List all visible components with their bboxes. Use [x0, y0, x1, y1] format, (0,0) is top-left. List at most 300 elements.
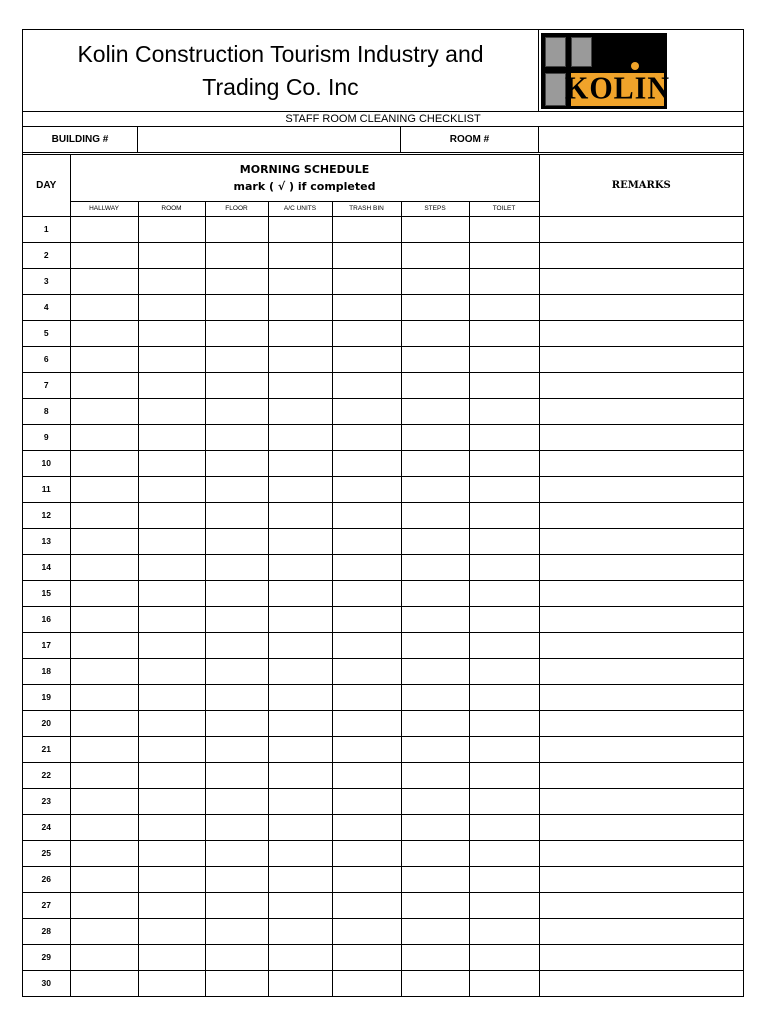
check-cell-steps[interactable] [401, 606, 469, 632]
remarks-cell[interactable] [539, 684, 743, 710]
check-cell-room[interactable] [138, 892, 205, 918]
table-row [23, 216, 743, 242]
check-cell-floor[interactable] [205, 580, 268, 606]
check-cell-trash-bin[interactable] [332, 424, 401, 450]
day-number: 14 [23, 554, 70, 580]
remarks-cell[interactable] [539, 788, 743, 814]
check-cell-floor[interactable] [205, 736, 268, 762]
check-cell-trash-bin[interactable] [332, 970, 401, 996]
remarks-cell[interactable] [539, 658, 743, 684]
check-cell-room[interactable] [138, 476, 205, 502]
check-cell-room[interactable] [138, 398, 205, 424]
table-row [23, 970, 743, 996]
day-number: 28 [23, 918, 70, 944]
check-cell-a-c-units[interactable] [268, 892, 332, 918]
check-cell-a-c-units[interactable] [268, 554, 332, 580]
check-cell-toilet[interactable] [469, 294, 539, 320]
column-header-steps: STEPS [401, 201, 469, 216]
check-cell-room[interactable] [138, 788, 205, 814]
check-cell-room[interactable] [138, 216, 205, 242]
check-cell-trash-bin[interactable] [332, 918, 401, 944]
check-cell-floor[interactable] [205, 788, 268, 814]
table-row [23, 788, 743, 814]
check-cell-hallway[interactable] [70, 320, 138, 346]
day-number: 16 [23, 606, 70, 632]
check-cell-floor[interactable] [205, 554, 268, 580]
check-cell-trash-bin[interactable] [332, 580, 401, 606]
remarks-cell[interactable] [539, 216, 743, 242]
remarks-cell[interactable] [539, 632, 743, 658]
check-cell-a-c-units[interactable] [268, 346, 332, 372]
table-row [23, 736, 743, 762]
check-cell-steps[interactable] [401, 554, 469, 580]
check-cell-a-c-units[interactable] [268, 528, 332, 554]
table-row [23, 866, 743, 892]
check-cell-a-c-units[interactable] [268, 944, 332, 970]
remarks-cell[interactable] [539, 840, 743, 866]
check-cell-trash-bin[interactable] [332, 944, 401, 970]
check-cell-trash-bin[interactable] [332, 216, 401, 242]
day-number: 11 [23, 476, 70, 502]
check-cell-steps[interactable] [401, 346, 469, 372]
check-cell-trash-bin[interactable] [332, 372, 401, 398]
check-cell-room[interactable] [138, 918, 205, 944]
check-cell-trash-bin[interactable] [332, 762, 401, 788]
check-cell-a-c-units[interactable] [268, 242, 332, 268]
check-cell-trash-bin[interactable] [332, 632, 401, 658]
check-cell-hallway[interactable] [70, 398, 138, 424]
form-header [23, 30, 743, 112]
table-row [23, 554, 743, 580]
remarks-cell[interactable] [539, 710, 743, 736]
check-cell-steps[interactable] [401, 476, 469, 502]
check-cell-trash-bin[interactable] [332, 814, 401, 840]
day-number: 30 [23, 970, 70, 996]
check-cell-room[interactable] [138, 346, 205, 372]
table-row [23, 580, 743, 606]
table-row [23, 268, 743, 294]
remarks-cell[interactable] [539, 320, 743, 346]
check-cell-a-c-units[interactable] [268, 632, 332, 658]
check-cell-trash-bin[interactable] [332, 502, 401, 528]
room-field[interactable] [539, 127, 743, 152]
check-cell-hallway[interactable] [70, 710, 138, 736]
table-row [23, 502, 743, 528]
check-cell-steps[interactable] [401, 918, 469, 944]
check-cell-trash-bin[interactable] [332, 710, 401, 736]
check-cell-hallway[interactable] [70, 684, 138, 710]
check-cell-hallway[interactable] [70, 424, 138, 450]
check-cell-toilet[interactable] [469, 502, 539, 528]
check-cell-hallway[interactable] [70, 944, 138, 970]
check-cell-steps[interactable] [401, 372, 469, 398]
check-cell-floor[interactable] [205, 944, 268, 970]
table-row [23, 840, 743, 866]
check-cell-floor[interactable] [205, 606, 268, 632]
check-cell-a-c-units[interactable] [268, 788, 332, 814]
check-cell-trash-bin[interactable] [332, 476, 401, 502]
check-cell-a-c-units[interactable] [268, 580, 332, 606]
check-cell-room[interactable] [138, 424, 205, 450]
check-cell-toilet[interactable] [469, 450, 539, 476]
check-cell-floor[interactable] [205, 762, 268, 788]
check-cell-room[interactable] [138, 268, 205, 294]
check-cell-toilet[interactable] [469, 970, 539, 996]
remarks-cell[interactable] [539, 450, 743, 476]
kolin-logo [541, 33, 671, 109]
check-cell-a-c-units[interactable] [268, 450, 332, 476]
check-cell-hallway[interactable] [70, 866, 138, 892]
check-cell-hallway[interactable] [70, 268, 138, 294]
check-cell-toilet[interactable] [469, 216, 539, 242]
check-cell-toilet[interactable] [469, 320, 539, 346]
column-header-trash-bin: TRASH BIN [332, 201, 401, 216]
check-cell-a-c-units[interactable] [268, 216, 332, 242]
check-cell-room[interactable] [138, 710, 205, 736]
check-cell-toilet[interactable] [469, 476, 539, 502]
check-cell-a-c-units[interactable] [268, 840, 332, 866]
check-cell-toilet[interactable] [469, 710, 539, 736]
check-cell-steps[interactable] [401, 216, 469, 242]
check-cell-hallway[interactable] [70, 736, 138, 762]
check-cell-room[interactable] [138, 372, 205, 398]
check-cell-toilet[interactable] [469, 736, 539, 762]
table-row [23, 476, 743, 502]
check-cell-hallway[interactable] [70, 450, 138, 476]
check-cell-trash-bin[interactable] [332, 398, 401, 424]
check-cell-steps[interactable] [401, 502, 469, 528]
check-cell-trash-bin[interactable] [332, 684, 401, 710]
remarks-cell[interactable] [539, 814, 743, 840]
check-cell-hallway[interactable] [70, 294, 138, 320]
check-cell-floor[interactable] [205, 684, 268, 710]
check-cell-toilet[interactable] [469, 372, 539, 398]
check-cell-floor[interactable] [205, 476, 268, 502]
check-cell-trash-bin[interactable] [332, 658, 401, 684]
check-cell-trash-bin[interactable] [332, 268, 401, 294]
table-row [23, 762, 743, 788]
check-cell-trash-bin[interactable] [332, 866, 401, 892]
day-number: 23 [23, 788, 70, 814]
check-cell-floor[interactable] [205, 710, 268, 736]
check-cell-hallway[interactable] [70, 580, 138, 606]
check-cell-toilet[interactable] [469, 580, 539, 606]
check-cell-room[interactable] [138, 866, 205, 892]
check-cell-room[interactable] [138, 736, 205, 762]
check-cell-floor[interactable] [205, 918, 268, 944]
remarks-cell[interactable] [539, 346, 743, 372]
table-row [23, 944, 743, 970]
check-cell-toilet[interactable] [469, 424, 539, 450]
check-cell-trash-bin[interactable] [332, 320, 401, 346]
check-cell-hallway[interactable] [70, 216, 138, 242]
check-cell-a-c-units[interactable] [268, 866, 332, 892]
check-cell-trash-bin[interactable] [332, 788, 401, 814]
check-cell-hallway[interactable] [70, 840, 138, 866]
logo-wordmark: KOLIN [564, 71, 671, 106]
check-cell-steps[interactable] [401, 528, 469, 554]
logo-cell [539, 30, 743, 111]
check-cell-steps[interactable] [401, 892, 469, 918]
check-cell-trash-bin[interactable] [332, 736, 401, 762]
table-row [23, 294, 743, 320]
form-title: STAFF ROOM CLEANING CHECKLIST [23, 112, 743, 127]
check-cell-a-c-units[interactable] [268, 710, 332, 736]
check-cell-floor[interactable] [205, 294, 268, 320]
check-cell-steps[interactable] [401, 840, 469, 866]
check-cell-a-c-units[interactable] [268, 814, 332, 840]
remarks-cell[interactable] [539, 476, 743, 502]
check-cell-room[interactable] [138, 554, 205, 580]
table-row [23, 398, 743, 424]
check-cell-hallway[interactable] [70, 242, 138, 268]
check-cell-trash-bin[interactable] [332, 554, 401, 580]
day-number: 20 [23, 710, 70, 736]
check-cell-a-c-units[interactable] [268, 736, 332, 762]
check-cell-hallway[interactable] [70, 476, 138, 502]
check-cell-room[interactable] [138, 528, 205, 554]
table-row [23, 814, 743, 840]
check-cell-a-c-units[interactable] [268, 476, 332, 502]
check-cell-floor[interactable] [205, 268, 268, 294]
check-cell-steps[interactable] [401, 684, 469, 710]
check-cell-steps[interactable] [401, 866, 469, 892]
check-cell-a-c-units[interactable] [268, 424, 332, 450]
check-cell-floor[interactable] [205, 892, 268, 918]
table-row [23, 346, 743, 372]
check-cell-toilet[interactable] [469, 606, 539, 632]
check-cell-floor[interactable] [205, 242, 268, 268]
check-cell-room[interactable] [138, 450, 205, 476]
remarks-cell[interactable] [539, 294, 743, 320]
day-number: 3 [23, 268, 70, 294]
remarks-cell[interactable] [539, 918, 743, 944]
check-cell-toilet[interactable] [469, 944, 539, 970]
schedule-instruction: mark ( √ ) if completed [233, 179, 376, 193]
check-cell-hallway[interactable] [70, 606, 138, 632]
column-header-floor: FLOOR [205, 201, 268, 216]
check-cell-trash-bin[interactable] [332, 294, 401, 320]
check-cell-trash-bin[interactable] [332, 606, 401, 632]
check-cell-hallway[interactable] [70, 554, 138, 580]
check-cell-floor[interactable] [205, 632, 268, 658]
check-cell-steps[interactable] [401, 450, 469, 476]
check-cell-trash-bin[interactable] [332, 528, 401, 554]
remarks-cell[interactable] [539, 970, 743, 996]
check-cell-a-c-units[interactable] [268, 372, 332, 398]
check-cell-hallway[interactable] [70, 346, 138, 372]
remarks-cell[interactable] [539, 528, 743, 554]
check-cell-trash-bin[interactable] [332, 840, 401, 866]
check-cell-hallway[interactable] [70, 918, 138, 944]
table-row [23, 242, 743, 268]
check-cell-a-c-units[interactable] [268, 762, 332, 788]
check-cell-toilet[interactable] [469, 346, 539, 372]
check-cell-room[interactable] [138, 762, 205, 788]
check-cell-floor[interactable] [205, 970, 268, 996]
check-cell-steps[interactable] [401, 788, 469, 814]
check-cell-hallway[interactable] [70, 970, 138, 996]
check-cell-floor[interactable] [205, 866, 268, 892]
check-cell-floor[interactable] [205, 502, 268, 528]
check-cell-steps[interactable] [401, 632, 469, 658]
check-cell-room[interactable] [138, 502, 205, 528]
check-cell-steps[interactable] [401, 736, 469, 762]
logo-square-bottom-left [545, 73, 566, 106]
table-row [23, 372, 743, 398]
check-cell-floor[interactable] [205, 346, 268, 372]
check-cell-steps[interactable] [401, 814, 469, 840]
check-cell-hallway[interactable] [70, 528, 138, 554]
check-cell-floor[interactable] [205, 814, 268, 840]
check-cell-trash-bin[interactable] [332, 450, 401, 476]
check-cell-hallway[interactable] [70, 762, 138, 788]
day-number: 6 [23, 346, 70, 372]
check-cell-hallway[interactable] [70, 814, 138, 840]
check-cell-toilet[interactable] [469, 268, 539, 294]
check-cell-steps[interactable] [401, 710, 469, 736]
check-cell-a-c-units[interactable] [268, 606, 332, 632]
check-cell-steps[interactable] [401, 242, 469, 268]
check-cell-a-c-units[interactable] [268, 970, 332, 996]
check-cell-floor[interactable] [205, 658, 268, 684]
check-cell-hallway[interactable] [70, 788, 138, 814]
check-cell-a-c-units[interactable] [268, 502, 332, 528]
check-cell-toilet[interactable] [469, 658, 539, 684]
company-name-cell [23, 30, 539, 111]
check-cell-room[interactable] [138, 294, 205, 320]
building-label: BUILDING # [23, 127, 138, 152]
check-cell-trash-bin[interactable] [332, 892, 401, 918]
check-cell-hallway[interactable] [70, 892, 138, 918]
check-cell-room[interactable] [138, 242, 205, 268]
check-cell-steps[interactable] [401, 398, 469, 424]
company-name: Kolin Construction Tourism Industry and Trading Co. Inc [77, 40, 484, 100]
check-cell-toilet[interactable] [469, 892, 539, 918]
room-label: ROOM # [401, 127, 539, 152]
check-cell-room[interactable] [138, 944, 205, 970]
check-cell-steps[interactable] [401, 580, 469, 606]
check-cell-room[interactable] [138, 632, 205, 658]
check-cell-steps[interactable] [401, 658, 469, 684]
day-number: 2 [23, 242, 70, 268]
check-cell-trash-bin[interactable] [332, 242, 401, 268]
check-cell-toilet[interactable] [469, 554, 539, 580]
day-number: 19 [23, 684, 70, 710]
check-cell-steps[interactable] [401, 320, 469, 346]
day-number: 10 [23, 450, 70, 476]
check-cell-room[interactable] [138, 684, 205, 710]
logo-dot [631, 62, 639, 70]
remarks-cell[interactable] [539, 372, 743, 398]
building-field[interactable] [138, 127, 401, 152]
check-cell-room[interactable] [138, 814, 205, 840]
check-cell-toilet[interactable] [469, 840, 539, 866]
schedule-title: MORNING SCHEDULE [239, 162, 370, 176]
check-cell-a-c-units[interactable] [268, 268, 332, 294]
check-cell-a-c-units[interactable] [268, 294, 332, 320]
check-cell-steps[interactable] [401, 424, 469, 450]
check-cell-toilet[interactable] [469, 788, 539, 814]
remarks-cell[interactable] [539, 242, 743, 268]
remarks-cell[interactable] [539, 606, 743, 632]
check-cell-floor[interactable] [205, 216, 268, 242]
check-cell-toilet[interactable] [469, 398, 539, 424]
remarks-cell[interactable] [539, 502, 743, 528]
day-number: 21 [23, 736, 70, 762]
check-cell-steps[interactable] [401, 970, 469, 996]
day-number: 13 [23, 528, 70, 554]
check-cell-room[interactable] [138, 970, 205, 996]
check-cell-steps[interactable] [401, 762, 469, 788]
table-row [23, 320, 743, 346]
table-row [23, 918, 743, 944]
check-cell-toilet[interactable] [469, 918, 539, 944]
day-number: 5 [23, 320, 70, 346]
check-cell-room[interactable] [138, 320, 205, 346]
check-cell-room[interactable] [138, 658, 205, 684]
remarks-cell[interactable] [539, 554, 743, 580]
remarks-cell[interactable] [539, 736, 743, 762]
check-cell-room[interactable] [138, 840, 205, 866]
check-cell-hallway[interactable] [70, 632, 138, 658]
check-cell-a-c-units[interactable] [268, 918, 332, 944]
check-cell-hallway[interactable] [70, 502, 138, 528]
check-cell-steps[interactable] [401, 268, 469, 294]
check-cell-floor[interactable] [205, 424, 268, 450]
day-number: 29 [23, 944, 70, 970]
check-cell-hallway[interactable] [70, 658, 138, 684]
remarks-cell[interactable] [539, 398, 743, 424]
remarks-cell[interactable] [539, 424, 743, 450]
check-cell-toilet[interactable] [469, 814, 539, 840]
check-cell-steps[interactable] [401, 294, 469, 320]
column-header-room: ROOM [138, 201, 205, 216]
check-cell-floor[interactable] [205, 372, 268, 398]
check-cell-floor[interactable] [205, 840, 268, 866]
remarks-cell[interactable] [539, 762, 743, 788]
check-cell-toilet[interactable] [469, 762, 539, 788]
check-cell-room[interactable] [138, 606, 205, 632]
remarks-cell[interactable] [539, 866, 743, 892]
check-cell-trash-bin[interactable] [332, 346, 401, 372]
building-room-row [23, 127, 743, 155]
check-cell-toilet[interactable] [469, 632, 539, 658]
check-cell-floor[interactable] [205, 320, 268, 346]
check-cell-a-c-units[interactable] [268, 658, 332, 684]
remarks-cell[interactable] [539, 268, 743, 294]
check-cell-room[interactable] [138, 580, 205, 606]
check-cell-toilet[interactable] [469, 242, 539, 268]
check-cell-toilet[interactable] [469, 866, 539, 892]
check-cell-toilet[interactable] [469, 528, 539, 554]
check-cell-a-c-units[interactable] [268, 684, 332, 710]
check-cell-toilet[interactable] [469, 684, 539, 710]
check-cell-a-c-units[interactable] [268, 398, 332, 424]
remarks-cell[interactable] [539, 944, 743, 970]
check-cell-hallway[interactable] [70, 372, 138, 398]
remarks-cell[interactable] [539, 580, 743, 606]
check-cell-floor[interactable] [205, 450, 268, 476]
check-cell-floor[interactable] [205, 528, 268, 554]
day-number: 1 [23, 216, 70, 242]
check-cell-floor[interactable] [205, 398, 268, 424]
check-cell-a-c-units[interactable] [268, 320, 332, 346]
remarks-cell[interactable] [539, 892, 743, 918]
day-number: 7 [23, 372, 70, 398]
day-number: 9 [23, 424, 70, 450]
check-cell-steps[interactable] [401, 944, 469, 970]
